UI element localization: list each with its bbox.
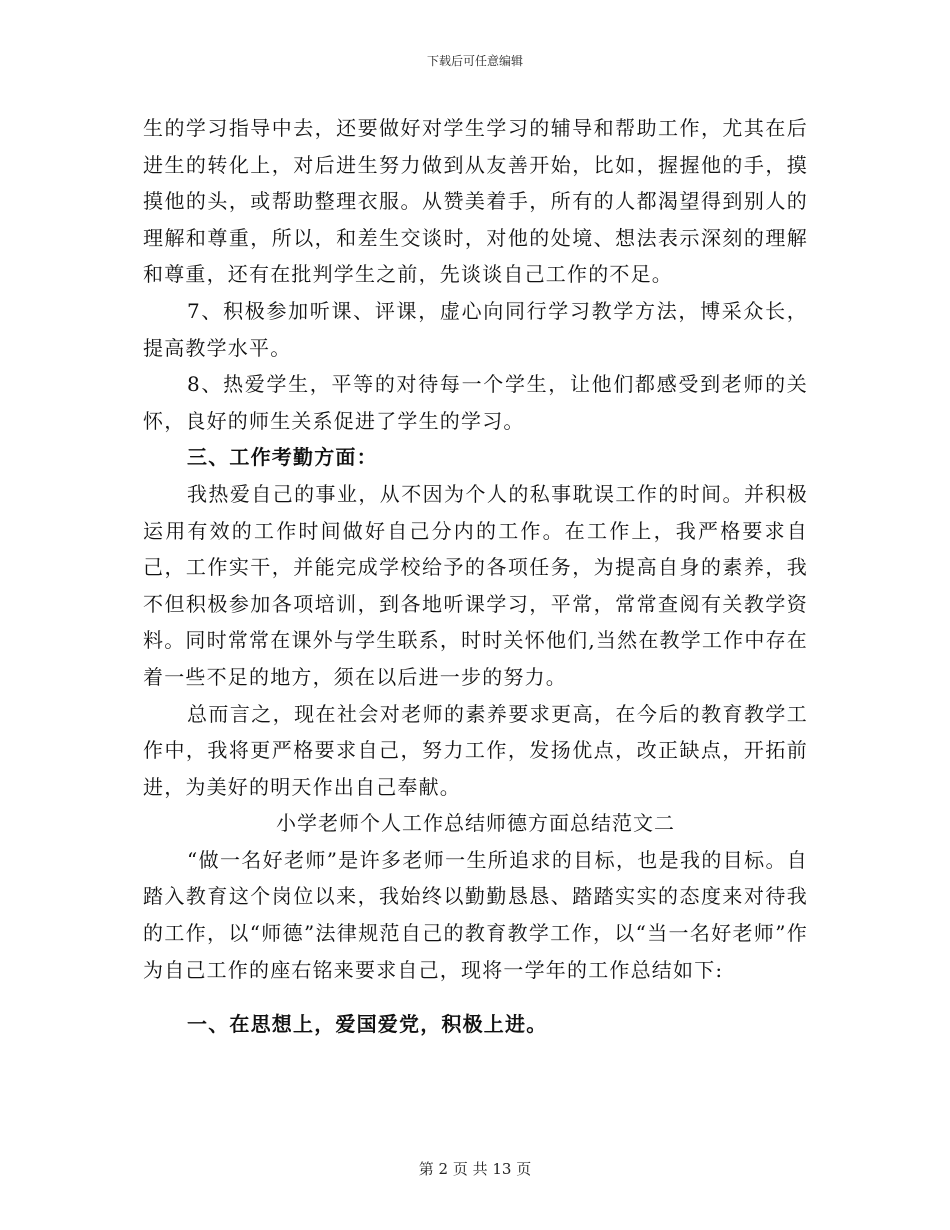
paragraph-conclusion: 总而言之，现在社会对老师的素养要求更高，在今后的教育教学工作中，我将更严格要求自己，努力工作，发扬优点，改正缺点，开拓前进，为美好的明天作出自己奉献。	[143, 701, 808, 799]
section-heading-attendance: 三、工作考勤方面：	[187, 445, 378, 470]
paragraph-attendance: 我热爱自己的事业，从不因为个人的私事耽误工作的时间。并积极运用有效的工作时间做好自己分内的工作。在工作上，我严格要求自己，工作实干，并能完成学校给予的各项任务，为提高自身的素养，我不但积极参加各项培训，到各地听课学习，平常，常常查阅有关教学资料。同时常常在课外与学生联系，时时关怀他们,当然在教学工作中存在着一些不足的地方，须在以后进一步的努力。	[143, 481, 808, 689]
section-heading-thought: 一、在思想上，爱国爱党，积极上进。	[187, 1012, 548, 1037]
page-header: 下载后可任意编辑	[426, 54, 523, 68]
document-body	[143, 110, 808, 1043]
page-footer: 第 2 页 共 13 页	[418, 1160, 532, 1178]
paragraph-item-7: 7、积极参加听课、评课，虚心向同行学习教学方法，博采众长，提高教学水平。	[143, 298, 808, 360]
article-title-2: 小学老师个人工作总结师德方面总结范文二	[276, 811, 675, 836]
paragraph-intro-2: “做一名好老师”是许多老师一生所追求的目标，也是我的目标。自踏入教育这个岗位以来，我始终以勤勤恳恳、踏踏实实的态度来对待我的工作，以“师德”法律规范自己的教育教学工作，以“当一名好老师”作为自己工作的座右铭来要求自己，现将一学年的工作总结如下:	[143, 847, 808, 982]
paragraph-continuation: 生的学习指导中去，还要做好对学生学习的辅导和帮助工作，尤其在后进生的转化上，对后进生努力做到从友善开始，比如，握握他的手，摸摸他的头，或帮助整理衣服。从赞美着手，所有的人都渴望得到别人的理解和尊重，所以，和差生交谈时，对他的处境、想法表示深刻的理解和尊重，还有在批判学生之前，先谈谈自己工作的不足。	[143, 116, 808, 287]
paragraph-item-8: 8、热爱学生，平等的对待每一个学生，让他们都感受到老师的关怀，良好的师生关系促进了学生的学习。	[143, 372, 808, 433]
